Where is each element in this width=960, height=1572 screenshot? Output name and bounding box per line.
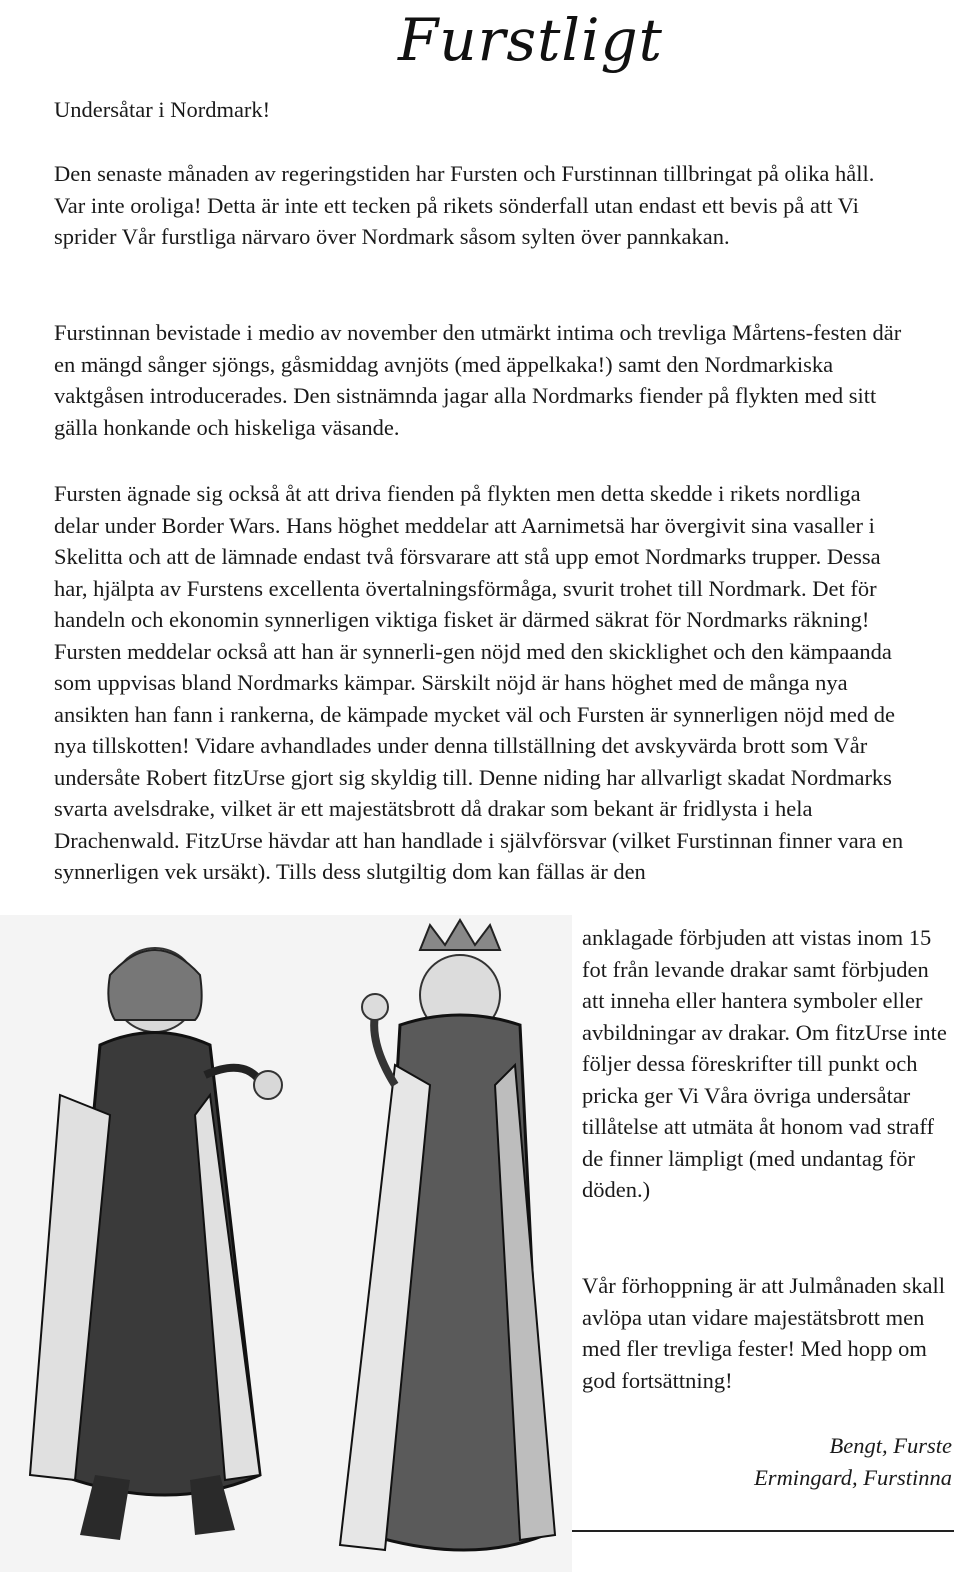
side-paragraph: Vår förhoppning är att Julmånaden skall avlöpa utan vidare majestätsbrott men med fler trevliga fester! Med hopp om god fortsättning! [582, 1273, 946, 1393]
paragraph: Fursten ägnade sig också åt att driva fienden på flykten men detta skedde i rikets nordliga delar under Border Wars. Hans höghet meddelar att Aarnimetsä har övergivit sina vasaller i Skelitta och att de lämnade endast två försvarare att stå upp emot Nordmarks trupper. Dessa har, hjälpta av Furstens excellenta övertalningsförmåga, svurit trohet till Nordmark. Det för handeln och ekonomin synnerligen viktiga fisket är därmed säkrat för Nordmarks räkning! Fursten meddelar också att han är synnerli-gen nöjd med den skicklighet och den kämpaanda som uppvisas bland Nordmarks kämpar. Särskilt nöjd är hans höghet med de många nya ansikten han fann i rankerna, de kämpade mycket väl och Fursten är synnerligen nöjd med de nya tillskotten! Vidare avhandlades under denna tillställning det avskyvärda brott som Vår undersåte Robert fitzUrse gjort sig skyldig till. Denne niding har allvarligt skadat Nordmarks svarta avelsdrake, vilket är ett majestätsbrott då drakar som bekant är fridlysta i hela Drachenwald. FitzUrse hävdar att han handlade i självförsvar (vilket Furstinnan finner vara en synnerligen vek ursäkt). Tills dess slutgiltig dom kan fällas är den [54, 481, 904, 884]
side-paragraph: anklagade förbjuden att vistas inom 15 fot från levande drakar samt förbjuden att inneha eller hantera symboler eller avbildningar av drakar. Om fitzUrse inte följer dessa föreskrifter till punkt och pricka ger Vi Våra övriga undersåtar tillåtelse att utmäta åt honom vad straff de finner lämpligt (med undantag för döden.) [582, 925, 947, 1202]
page-title: Furstligt [398, 6, 663, 74]
greeting: Undersåtar i Nordmark! [54, 97, 271, 122]
signature-prince: Bengt, Furste [829, 1433, 952, 1458]
medieval-illustration [0, 915, 572, 1572]
paragraph: Furstinnan bevistade i medio av november den utmärkt intima och trevliga Mårtens-festen där en mängd sånger sjöngs, gåsmiddag avnjöts (med äppelkaka!) samt den Nordmarkiska vaktgåsen introducerades. Den sistnämnda jagar alla Nordmarks fiender på flykten med sitt gälla honkande och hiskeliga väsande. [54, 320, 902, 440]
paragraph: Den senaste månaden av regeringstiden har Fursten och Furstinnan tillbringat på olika håll. Var inte oroliga! Detta är inte ett tecken på rikets sönderfall utan endast ett bevis på att Vi sprider Vår furstliga närvaro över Nordmark såsom sylten över pannkakan. [54, 161, 875, 249]
signature-princess: Ermingard, Furstinna [754, 1465, 952, 1490]
